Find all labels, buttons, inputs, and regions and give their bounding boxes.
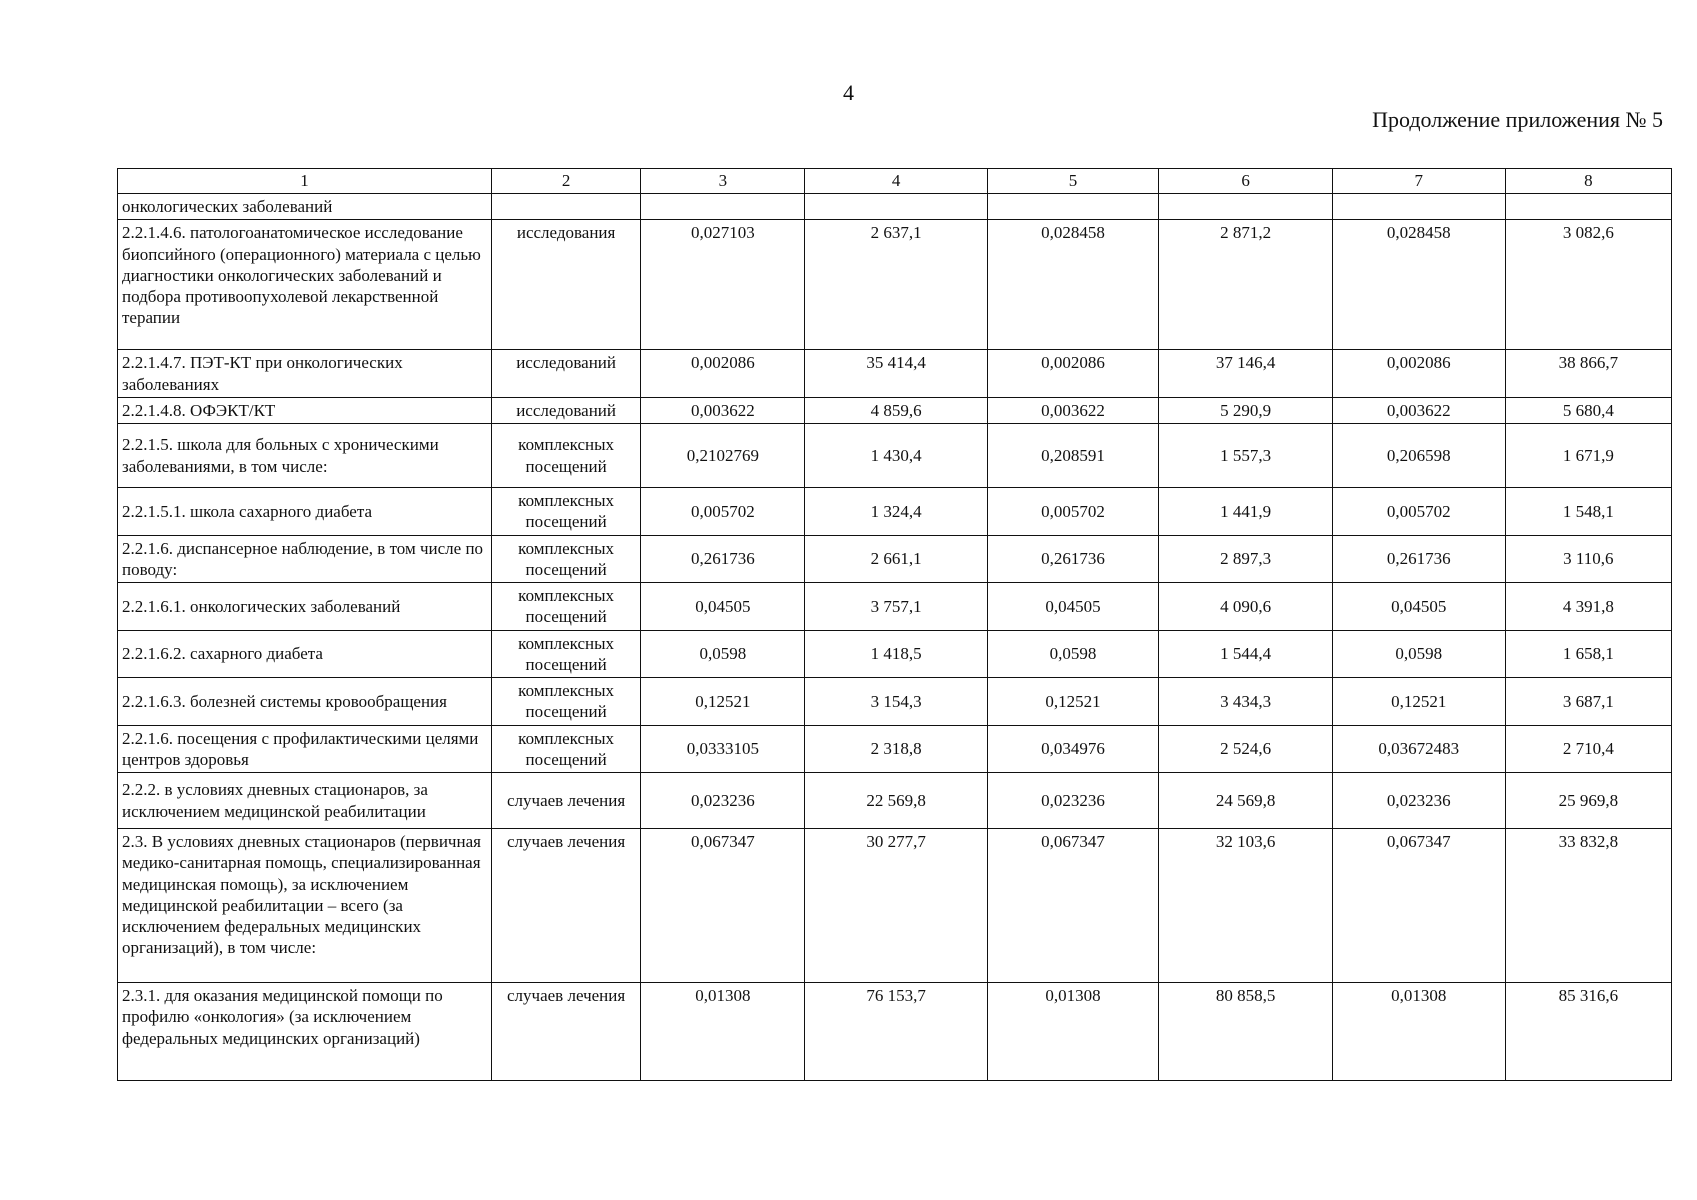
table-row — [118, 583, 1672, 631]
value-col-3: 0,002086 — [641, 350, 805, 398]
value-col-8: 2 710,4 — [1505, 725, 1671, 773]
column-header-4: 4 — [805, 169, 987, 194]
value-col-3: 0,12521 — [641, 678, 805, 726]
row-label: 2.2.1.6.1. онкологических заболеваний — [118, 583, 492, 631]
value-col-5: 0,028458 — [987, 220, 1159, 350]
unit-cell: комплексных посещений — [491, 583, 640, 631]
page-number: 4 — [843, 80, 854, 105]
value-col-5: 0,208591 — [987, 424, 1159, 488]
value-col-5: 0,003622 — [987, 397, 1159, 423]
value-col-7: 0,067347 — [1332, 829, 1505, 983]
value-col-4: 3 757,1 — [805, 583, 987, 631]
value-col-4 — [805, 194, 987, 220]
unit-cell: комплексных посещений — [491, 725, 640, 773]
value-col-8: 33 832,8 — [1505, 829, 1671, 983]
value-col-3: 0,01308 — [641, 983, 805, 1081]
table-header-row — [118, 169, 1672, 194]
value-col-4: 35 414,4 — [805, 350, 987, 398]
unit-cell: случаев лечения — [491, 829, 640, 983]
column-header-7: 7 — [1332, 169, 1505, 194]
value-col-4: 4 859,6 — [805, 397, 987, 423]
row-label: 2.2.1.5. школа для больных с хроническими заболеваниями, в том числе: — [118, 424, 492, 488]
unit-cell: случаев лечения — [491, 773, 640, 829]
value-col-7: 0,028458 — [1332, 220, 1505, 350]
value-col-4: 2 318,8 — [805, 725, 987, 773]
column-header-2: 2 — [491, 169, 640, 194]
value-col-3: 0,003622 — [641, 397, 805, 423]
value-col-6: 80 858,5 — [1159, 983, 1333, 1081]
value-col-3: 0,005702 — [641, 488, 805, 536]
row-label: 2.2.1.4.7. ПЭТ-КТ при онкологических заболеваниях — [118, 350, 492, 398]
table-row — [118, 630, 1672, 678]
value-col-3: 0,04505 — [641, 583, 805, 631]
table-row — [118, 829, 1672, 983]
unit-cell: комплексных посещений — [491, 678, 640, 726]
unit-cell: комплексных посещений — [491, 488, 640, 536]
value-col-7: 0,261736 — [1332, 535, 1505, 583]
row-label: онкологических заболеваний — [118, 194, 492, 220]
column-header-6: 6 — [1159, 169, 1333, 194]
value-col-8: 4 391,8 — [1505, 583, 1671, 631]
value-col-6: 4 090,6 — [1159, 583, 1333, 631]
value-col-8: 1 548,1 — [1505, 488, 1671, 536]
value-col-8: 3 082,6 — [1505, 220, 1671, 350]
value-col-7: 0,12521 — [1332, 678, 1505, 726]
table-row — [118, 725, 1672, 773]
row-label: 2.2.1.6.3. болезней системы кровообращения — [118, 678, 492, 726]
row-label: 2.3.1. для оказания медицинской помощи по профилю «онкология» (за исключением федеральных медицинских организаций) — [118, 983, 492, 1081]
value-col-8 — [1505, 194, 1671, 220]
value-col-8: 5 680,4 — [1505, 397, 1671, 423]
table-row — [118, 983, 1672, 1081]
value-col-7: 0,206598 — [1332, 424, 1505, 488]
value-col-3: 0,2102769 — [641, 424, 805, 488]
value-col-4: 2 661,1 — [805, 535, 987, 583]
value-col-8: 1 671,9 — [1505, 424, 1671, 488]
value-col-5: 0,023236 — [987, 773, 1159, 829]
unit-cell: исследований — [491, 397, 640, 423]
value-col-8: 1 658,1 — [1505, 630, 1671, 678]
tariff-table — [117, 168, 1672, 1081]
table-row — [118, 678, 1672, 726]
value-col-7: 0,005702 — [1332, 488, 1505, 536]
table-body — [118, 194, 1672, 1081]
value-col-4: 30 277,7 — [805, 829, 987, 983]
value-col-8: 3 687,1 — [1505, 678, 1671, 726]
value-col-7: 0,04505 — [1332, 583, 1505, 631]
unit-cell: комплексных посещений — [491, 630, 640, 678]
value-col-3: 0,0333105 — [641, 725, 805, 773]
value-col-3: 0,027103 — [641, 220, 805, 350]
value-col-8: 85 316,6 — [1505, 983, 1671, 1081]
value-col-5: 0,067347 — [987, 829, 1159, 983]
value-col-4: 76 153,7 — [805, 983, 987, 1081]
table-row — [118, 397, 1672, 423]
column-header-3: 3 — [641, 169, 805, 194]
table-row — [118, 350, 1672, 398]
value-col-7: 0,002086 — [1332, 350, 1505, 398]
value-col-3 — [641, 194, 805, 220]
value-col-4: 1 430,4 — [805, 424, 987, 488]
value-col-6: 2 871,2 — [1159, 220, 1333, 350]
table-row — [118, 424, 1672, 488]
value-col-5: 0,002086 — [987, 350, 1159, 398]
appendix-continuation-note: Продолжение приложения № 5 — [1372, 107, 1663, 132]
value-col-5: 0,04505 — [987, 583, 1159, 631]
value-col-6: 2 524,6 — [1159, 725, 1333, 773]
unit-cell: случаев лечения — [491, 983, 640, 1081]
value-col-5: 0,12521 — [987, 678, 1159, 726]
value-col-8: 3 110,6 — [1505, 535, 1671, 583]
value-col-6: 1 544,4 — [1159, 630, 1333, 678]
value-col-4: 3 154,3 — [805, 678, 987, 726]
row-label: 2.2.1.4.8. ОФЭКТ/КТ — [118, 397, 492, 423]
value-col-4: 1 418,5 — [805, 630, 987, 678]
value-col-6: 37 146,4 — [1159, 350, 1333, 398]
table-row — [118, 194, 1672, 220]
value-col-8: 38 866,7 — [1505, 350, 1671, 398]
value-col-4: 2 637,1 — [805, 220, 987, 350]
table-row — [118, 535, 1672, 583]
value-col-5 — [987, 194, 1159, 220]
value-col-3: 0,023236 — [641, 773, 805, 829]
row-label: 2.2.1.6.2. сахарного диабета — [118, 630, 492, 678]
column-header-1: 1 — [118, 169, 492, 194]
value-col-6: 1 557,3 — [1159, 424, 1333, 488]
value-col-7: 0,0598 — [1332, 630, 1505, 678]
value-col-5: 0,005702 — [987, 488, 1159, 536]
value-col-3: 0,067347 — [641, 829, 805, 983]
value-col-7 — [1332, 194, 1505, 220]
value-col-3: 0,261736 — [641, 535, 805, 583]
value-col-3: 0,0598 — [641, 630, 805, 678]
unit-cell: исследований — [491, 350, 640, 398]
column-header-8: 8 — [1505, 169, 1671, 194]
value-col-6: 2 897,3 — [1159, 535, 1333, 583]
unit-cell: исследования — [491, 220, 640, 350]
value-col-7: 0,003622 — [1332, 397, 1505, 423]
value-col-7: 0,01308 — [1332, 983, 1505, 1081]
value-col-6: 32 103,6 — [1159, 829, 1333, 983]
value-col-5: 0,0598 — [987, 630, 1159, 678]
value-col-6: 5 290,9 — [1159, 397, 1333, 423]
value-col-6: 24 569,8 — [1159, 773, 1333, 829]
unit-cell: комплексных посещений — [491, 424, 640, 488]
row-label: 2.2.1.6. посещения с профилактическими целями центров здоровья — [118, 725, 492, 773]
column-header-5: 5 — [987, 169, 1159, 194]
row-label: 2.2.1.4.6. патологоанатомическое исследование биопсийного (операционного) материала с целью диагностики онкологических заболеваний и подбора противоопухолевой лекарственной терапии — [118, 220, 492, 350]
table-row — [118, 488, 1672, 536]
value-col-8: 25 969,8 — [1505, 773, 1671, 829]
value-col-5: 0,261736 — [987, 535, 1159, 583]
row-label: 2.2.1.5.1. школа сахарного диабета — [118, 488, 492, 536]
unit-cell: комплексных посещений — [491, 535, 640, 583]
value-col-7: 0,03672483 — [1332, 725, 1505, 773]
value-col-4: 22 569,8 — [805, 773, 987, 829]
value-col-6: 3 434,3 — [1159, 678, 1333, 726]
table-row — [118, 220, 1672, 350]
row-label: 2.2.1.6. диспансерное наблюдение, в том числе по поводу: — [118, 535, 492, 583]
unit-cell — [491, 194, 640, 220]
table-row — [118, 773, 1672, 829]
row-label: 2.3. В условиях дневных стационаров (первичная медико-санитарная помощь, специализированная медицинская помощь), за исключением медицинской реабилитации – всего (за исключением федеральных медицинских организаций), в том числе: — [118, 829, 492, 983]
row-label: 2.2.2. в условиях дневных стационаров, за исключением медицинской реабилитации — [118, 773, 492, 829]
value-col-5: 0,01308 — [987, 983, 1159, 1081]
value-col-7: 0,023236 — [1332, 773, 1505, 829]
value-col-6: 1 441,9 — [1159, 488, 1333, 536]
value-col-5: 0,034976 — [987, 725, 1159, 773]
value-col-4: 1 324,4 — [805, 488, 987, 536]
value-col-6 — [1159, 194, 1333, 220]
